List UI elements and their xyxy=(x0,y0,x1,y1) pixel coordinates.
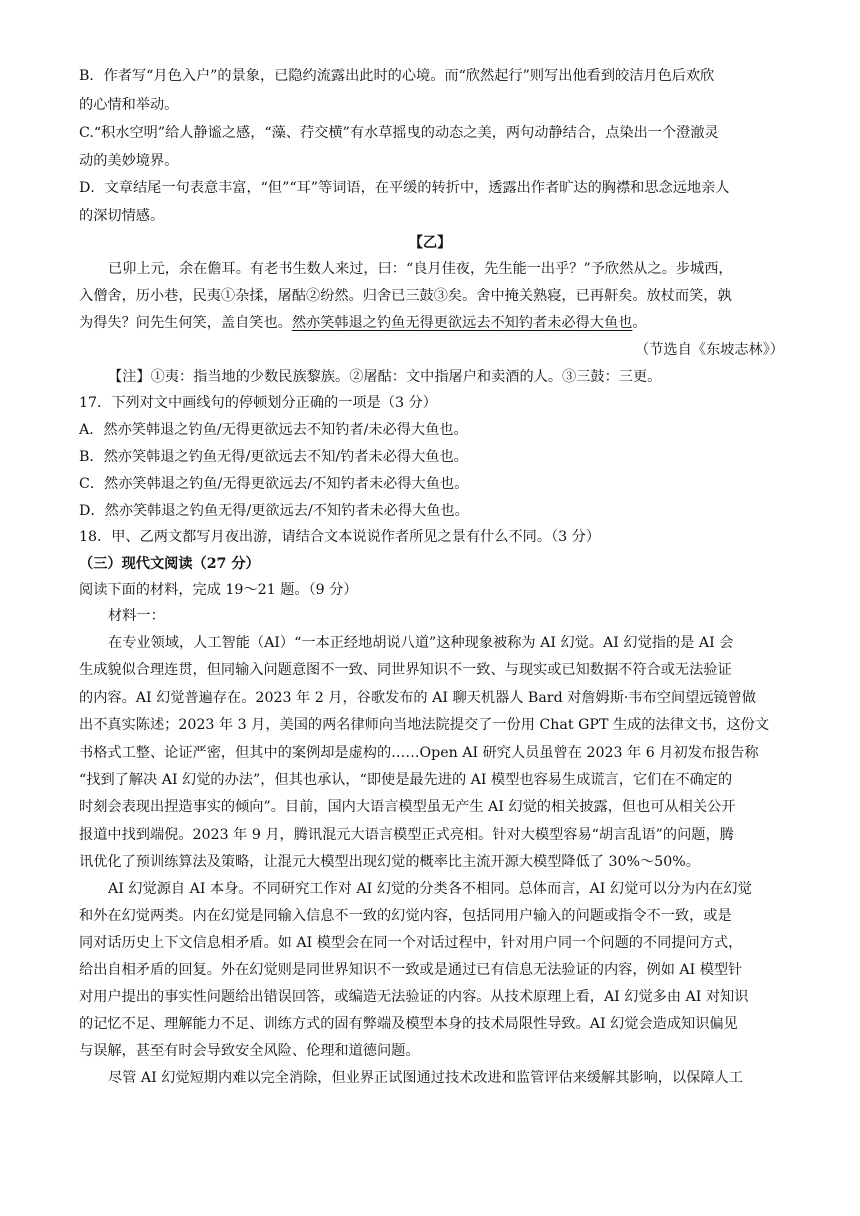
underlined-sentence: 然亦笑韩退之钓鱼无得更欲远去不知钓者未必得大鱼也 xyxy=(291,315,633,331)
option-c-line-2: 动的美妙境界。 xyxy=(79,153,179,169)
passage-note: 【注】①夷：指当地的少数民族黎族。②屠酤：文中指屠户和卖酒的人。③三鼓：三更。 xyxy=(108,369,662,385)
para2-line-5: 对用户提出的事实性问题给出错误回答，或编造无法验证的内容。从技术原理上看，AI 幻觉多由 AI 对知识 xyxy=(79,989,749,1005)
para1-line-7: 时刻会表现出捏造事实的倾向”。目前，国内大语言模型虽无产生 AI 幻觉的相关披露，但也可从相关公开 xyxy=(79,799,736,815)
option-b-line-1: B．作者写“月色入户”的景象，已隐约流露出此时的心境。而“欣然起行”则写出他看到皎洁月色后欢欣 xyxy=(79,68,715,84)
para2-line-1: AI 幻觉源自 AI 本身。不同研究工作对 AI 幻觉的分类各不相同。总体而言，AI 幻觉可以分为内在幻觉 xyxy=(108,881,752,897)
passage-source: （节选自《东坡志林》） xyxy=(635,342,784,358)
reading-instructions: 阅读下面的材料，完成 19～21 题。（9 分） xyxy=(79,582,358,598)
para1-line-8: 报道中找到端倪。2023 年 9 月，腾讯混元大语言模型正式亮相。针对大模型容易“胡言乱语”的问题，腾 xyxy=(79,827,734,843)
para2-line-7: 与误解，甚至有时会导致安全风险、伦理和道德问题。 xyxy=(79,1043,420,1059)
para1-line-2: 生成貌似合理连贯，但同输入问题意图不一致、同世界知识不一致、与现实或已知数据不符合或无法验证 xyxy=(79,662,732,678)
question-17-option-b: B．然亦笑韩退之钓鱼无得/更欲远去不知/钓者未必得大鱼也。 xyxy=(79,449,468,465)
option-d-line-1: D．文章结尾一句表意丰富，“但”“耳”等词语，在平缓的转折中，透露出作者旷达的胸襟和思念远地亲人 xyxy=(79,180,730,196)
passage-yi-line-2: 入僧舍，历小巷，民夷①杂揉，屠酤②纷然。归舍已三鼓③矣。舍中掩关熟寝，已再鼾矣。放杖而笑，孰 xyxy=(79,288,732,304)
option-c-line-1: C.“积水空明”给人静谧之感，“藻、荇交横”有水草摇曳的动态之美，两句动静结合，点染出一个澄澈灵 xyxy=(79,125,719,141)
underlined-sentence-end: 。 xyxy=(632,315,647,331)
question-17-option-c: C．然亦笑韩退之钓鱼/无得更欲远去/不知钓者未必得大鱼也。 xyxy=(79,476,469,492)
passage-yi-line-3-text: 为得失？问先生何笑，盖自笑也。 xyxy=(79,315,292,331)
para3-line-1: 尽管 AI 幻觉短期内难以完全消除，但业界正试图通过技术改进和监管评估来缓解其影响，以保障人工 xyxy=(108,1070,743,1086)
para1-line-5: 书格式工整、论证严密，但其中的案例却是虚构的……Open AI 研究人员虽曾在 2023 年 6 月初发布报告称 xyxy=(79,745,759,761)
option-b-line-2: 的心情和举动。 xyxy=(79,97,179,113)
question-17-option-a: A．然亦笑韩退之钓鱼/无得更欲远去不知钓者/未必得大鱼也。 xyxy=(79,422,468,438)
passage-yi-line-1: 已卯上元，余在儋耳。有老书生数人来过，曰：“良月佳夜，先生能一出乎？”予欣然从之。步城西， xyxy=(108,261,733,277)
para1-line-6: “找到了解决 AI 幻觉的办法”，但其也承认，“即使是最先进的 AI 模型也容易生成谎言，它们在不确定的 xyxy=(79,772,733,788)
material-1-label: 材料一： xyxy=(108,608,165,624)
passage-yi-heading: 【乙】 xyxy=(408,235,452,251)
para2-line-3: 同对话历史上下文信息相矛盾。如 AI 模型会在同一个对话过程中，针对用户同一个问题的不同提问方式， xyxy=(79,935,743,951)
para1-line-1: 在专业领域，人工智能（AI）“一本正经地胡说八道”这种现象被称为 AI 幻觉。AI 幻觉指的是 AI 会 xyxy=(108,635,734,651)
question-17-stem: 17．下列对文中画线句的停顿划分正确的一项是（3 分） xyxy=(79,395,437,411)
para2-line-6: 的记忆不足、理解能力不足、训练方式的固有弊端及模型本身的技术局限性导致。AI 幻觉会造成知识偏见 xyxy=(79,1016,738,1032)
question-17-option-d: D．然亦笑韩退之钓鱼无得/更欲远去/不知钓者未必得大鱼也。 xyxy=(79,503,469,519)
section-3-title: （三）现代文阅读（27 分） xyxy=(79,556,260,572)
para1-line-4: 出不真实陈述；2023 年 3 月，美国的两名律师向当地法院提交了一份用 Chat GPT 生成的法律文书，这份文 xyxy=(79,717,770,733)
para2-line-2: 和外在幻觉两类。内在幻觉是同输入信息不一致的幻觉内容，包括同用户输入的问题或指令不一致，或是 xyxy=(79,908,732,924)
para1-line-3: 的内容。AI 幻觉普遍存在。2023 年 2 月，谷歌发布的 AI 聊天机器人 Bard 对詹姆斯·韦布空间望远镜曾做 xyxy=(79,690,757,706)
passage-yi-line-3 xyxy=(79,313,784,333)
para1-line-9: 讯优化了预训练算法及策略，让混元大模型出现幻觉的概率比主流开源大模型降低了 30%～50%。 xyxy=(79,854,700,870)
option-d-line-2: 的深切情感。 xyxy=(79,208,165,224)
para2-line-4: 给出自相矛盾的回复。外在幻觉则是同世界知识不一致或是通过已有信息无法验证的内容，例如 AI 模型针 xyxy=(79,962,743,978)
question-18: 18．甲、乙两文都写月夜出游，请结合文本说说作者所见之景有什么不同。（3 分） xyxy=(79,529,601,545)
